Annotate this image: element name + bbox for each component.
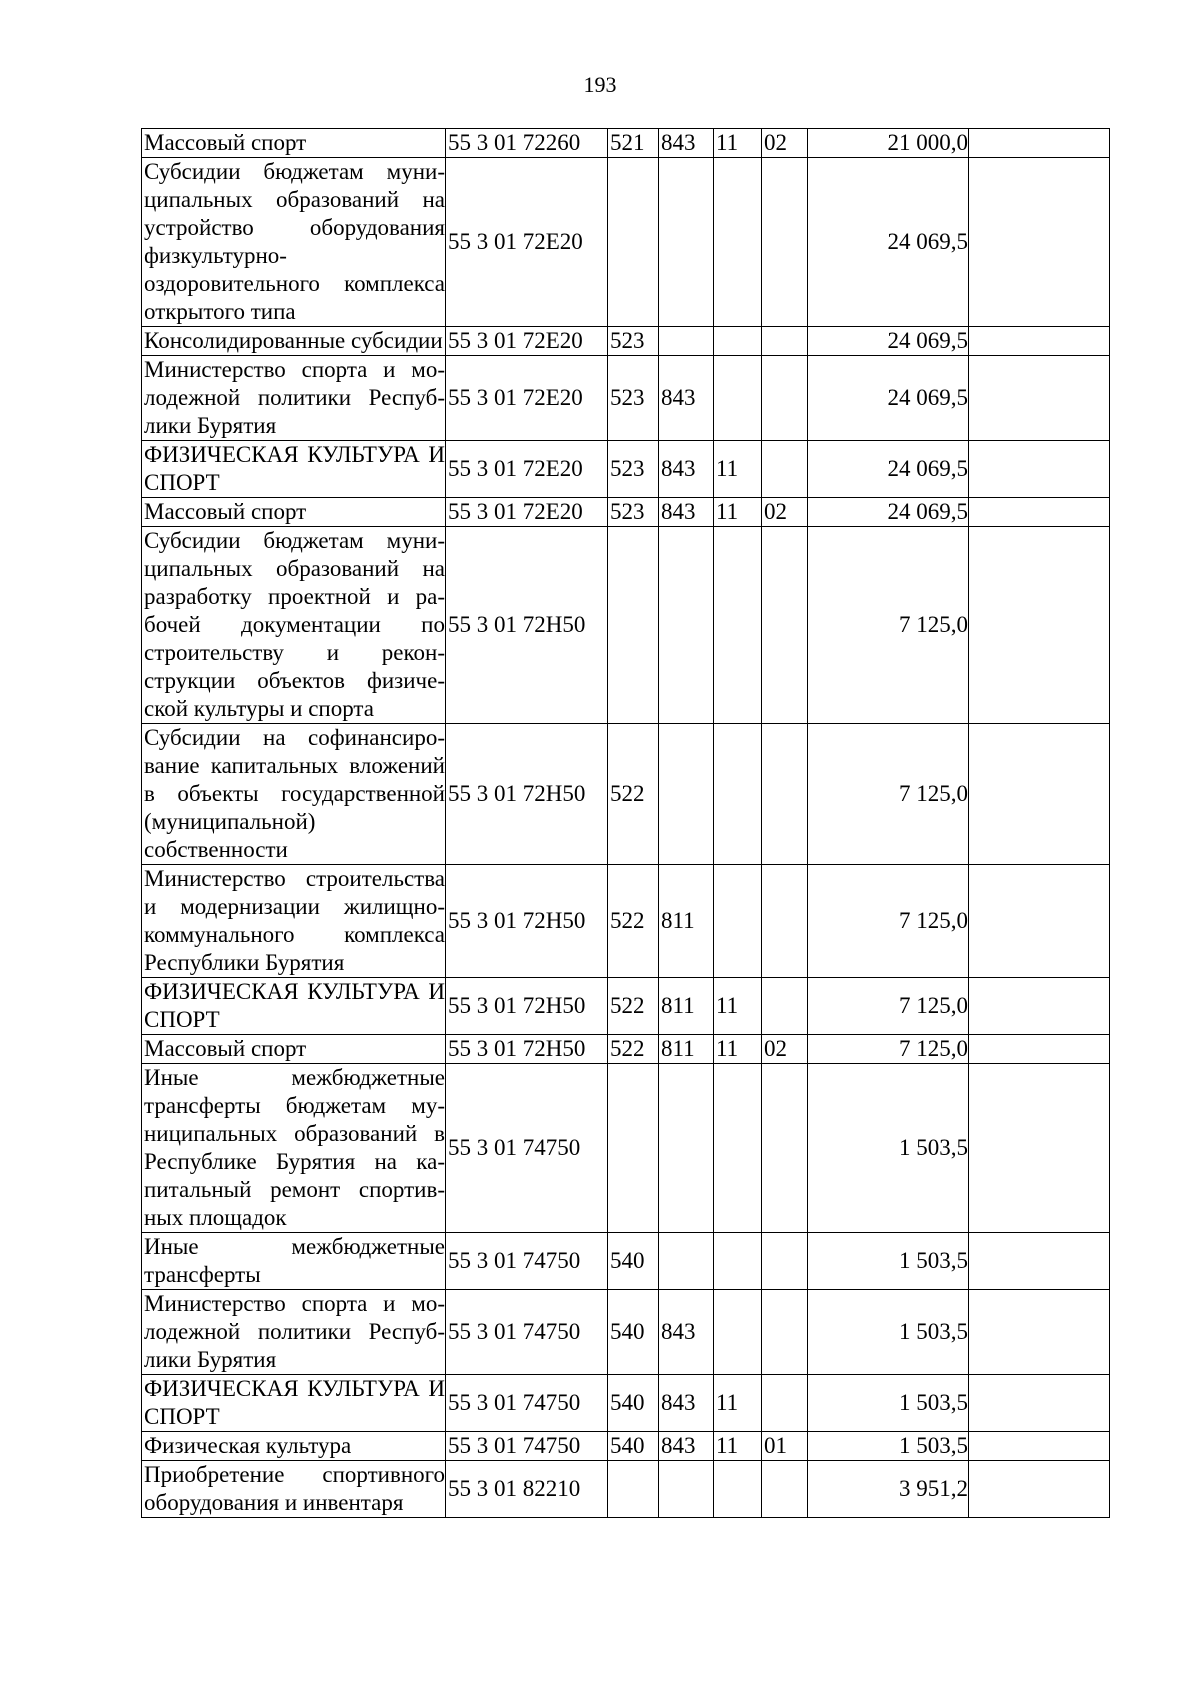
row-amount-cell: 7 125,0 [808, 1035, 969, 1064]
row-name-cell: Консолидированные субсидии [142, 327, 446, 356]
row-expense-type-cell: 522 [608, 724, 659, 865]
row-subsection-cell [762, 441, 808, 498]
row-empty-cell [969, 1035, 1110, 1064]
row-subsection-cell [762, 865, 808, 978]
row-section-cell [714, 1461, 762, 1518]
row-code-cell: 55 3 01 72260 [446, 129, 608, 158]
row-code-cell: 55 3 01 74750 [446, 1375, 608, 1432]
row-ministry-code-cell: 843 [659, 1432, 714, 1461]
row-code-cell: 55 3 01 82210 [446, 1461, 608, 1518]
row-ministry-code-cell [659, 1461, 714, 1518]
row-ministry-code-cell [659, 158, 714, 327]
row-section-cell: 11 [714, 129, 762, 158]
row-amount-cell: 24 069,5 [808, 158, 969, 327]
row-subsection-cell [762, 327, 808, 356]
table-row [142, 441, 1110, 498]
row-empty-cell [969, 1461, 1110, 1518]
row-empty-cell [969, 1064, 1110, 1233]
row-section-cell: 11 [714, 441, 762, 498]
row-code-cell: 55 3 01 72Е20 [446, 327, 608, 356]
row-empty-cell [969, 724, 1110, 865]
row-empty-cell [969, 1375, 1110, 1432]
row-section-cell [714, 724, 762, 865]
row-expense-type-cell [608, 527, 659, 724]
row-empty-cell [969, 978, 1110, 1035]
row-empty-cell [969, 441, 1110, 498]
row-ministry-code-cell [659, 1233, 714, 1290]
row-code-cell: 55 3 01 74750 [446, 1064, 608, 1233]
row-code-cell: 55 3 01 72Н50 [446, 1035, 608, 1064]
row-subsection-cell: 01 [762, 1432, 808, 1461]
row-expense-type-cell [608, 1064, 659, 1233]
row-name-cell: Субсидии бюджетам муниципальных образований на устройство оборудования физкультурно-оздоровительного комплекса открытого типа [142, 158, 446, 327]
row-amount-cell: 7 125,0 [808, 865, 969, 978]
row-name-cell: Массовый спорт [142, 498, 446, 527]
row-empty-cell [969, 158, 1110, 327]
row-section-cell [714, 327, 762, 356]
row-subsection-cell [762, 724, 808, 865]
budget-table [141, 128, 1110, 1518]
row-name-cell: Приобретение спортивного оборудования и инвентаря [142, 1461, 446, 1518]
row-section-cell: 11 [714, 498, 762, 527]
row-ministry-code-cell [659, 1064, 714, 1233]
row-section-cell [714, 1290, 762, 1375]
row-subsection-cell [762, 1461, 808, 1518]
row-expense-type-cell: 522 [608, 865, 659, 978]
row-subsection-cell: 02 [762, 498, 808, 527]
row-code-cell: 55 3 01 74750 [446, 1290, 608, 1375]
row-expense-type-cell: 521 [608, 129, 659, 158]
budget-table-body [142, 129, 1110, 1518]
row-expense-type-cell: 522 [608, 1035, 659, 1064]
row-name-cell: Иные межбюджетные трансферты бюджетам муниципальных образований в Республике Бурятия на капитальный ремонт спортивных площадок [142, 1064, 446, 1233]
row-ministry-code-cell: 811 [659, 865, 714, 978]
row-section-cell [714, 158, 762, 327]
row-expense-type-cell: 540 [608, 1375, 659, 1432]
row-ministry-code-cell: 843 [659, 129, 714, 158]
row-amount-cell: 7 125,0 [808, 978, 969, 1035]
row-expense-type-cell: 522 [608, 978, 659, 1035]
row-expense-type-cell: 540 [608, 1432, 659, 1461]
table-row [142, 1290, 1110, 1375]
row-empty-cell [969, 327, 1110, 356]
row-subsection-cell [762, 1375, 808, 1432]
row-name-cell: Субсидии на софинансирование капитальных вложений в объекты государственной (муниципальной) собственности [142, 724, 446, 865]
row-subsection-cell [762, 1233, 808, 1290]
row-ministry-code-cell [659, 327, 714, 356]
row-ministry-code-cell: 843 [659, 356, 714, 441]
row-name-cell: Министерство спорта и молодежной политики Республики Бурятия [142, 356, 446, 441]
row-ministry-code-cell: 811 [659, 1035, 714, 1064]
row-section-cell: 11 [714, 1035, 762, 1064]
row-ministry-code-cell [659, 527, 714, 724]
row-section-cell [714, 865, 762, 978]
row-ministry-code-cell: 811 [659, 978, 714, 1035]
row-subsection-cell: 02 [762, 1035, 808, 1064]
row-name-cell: Физическая культура [142, 1432, 446, 1461]
row-code-cell: 55 3 01 72Е20 [446, 441, 608, 498]
row-amount-cell: 1 503,5 [808, 1064, 969, 1233]
row-name-cell: Министерство спорта и молодежной политики Республики Бурятия [142, 1290, 446, 1375]
row-expense-type-cell [608, 1461, 659, 1518]
row-section-cell [714, 527, 762, 724]
row-ministry-code-cell: 843 [659, 1375, 714, 1432]
row-code-cell: 55 3 01 74750 [446, 1233, 608, 1290]
table-row [142, 865, 1110, 978]
row-section-cell [714, 1064, 762, 1233]
row-code-cell: 55 3 01 72Е20 [446, 498, 608, 527]
row-amount-cell: 1 503,5 [808, 1432, 969, 1461]
table-row [142, 327, 1110, 356]
row-amount-cell: 24 069,5 [808, 327, 969, 356]
row-subsection-cell [762, 527, 808, 724]
row-code-cell: 55 3 01 72Н50 [446, 527, 608, 724]
table-row [142, 158, 1110, 327]
table-row [142, 1461, 1110, 1518]
row-subsection-cell [762, 356, 808, 441]
row-expense-type-cell: 523 [608, 498, 659, 527]
row-code-cell: 55 3 01 72Н50 [446, 978, 608, 1035]
row-subsection-cell [762, 158, 808, 327]
row-empty-cell [969, 356, 1110, 441]
row-empty-cell [969, 1290, 1110, 1375]
table-row [142, 1035, 1110, 1064]
row-code-cell: 55 3 01 72Е20 [446, 158, 608, 327]
row-amount-cell: 1 503,5 [808, 1375, 969, 1432]
row-name-cell: Иные межбюджетные трансферты [142, 1233, 446, 1290]
row-name-cell: Массовый спорт [142, 129, 446, 158]
row-subsection-cell [762, 978, 808, 1035]
row-amount-cell: 21 000,0 [808, 129, 969, 158]
table-row [142, 978, 1110, 1035]
table-row [142, 129, 1110, 158]
table-row [142, 1375, 1110, 1432]
row-amount-cell: 3 951,2 [808, 1461, 969, 1518]
row-code-cell: 55 3 01 72Н50 [446, 724, 608, 865]
row-expense-type-cell: 540 [608, 1233, 659, 1290]
row-empty-cell [969, 129, 1110, 158]
row-expense-type-cell: 523 [608, 356, 659, 441]
row-section-cell: 11 [714, 1375, 762, 1432]
row-name-cell: ФИЗИЧЕСКАЯ КУЛЬТУРА И СПОРТ [142, 1375, 446, 1432]
row-code-cell: 55 3 01 74750 [446, 1432, 608, 1461]
table-row [142, 527, 1110, 724]
row-name-cell: Министерство строительства и модернизации жилищно-коммунального комплекса Республики Бурятия [142, 865, 446, 978]
row-name-cell: Субсидии бюджетам муниципальных образований на разработку проектной и рабочей документации по строительству и реконструкции объектов физической культуры и спорта [142, 527, 446, 724]
row-name-cell: Массовый спорт [142, 1035, 446, 1064]
row-section-cell [714, 356, 762, 441]
row-subsection-cell [762, 1290, 808, 1375]
row-code-cell: 55 3 01 72Е20 [446, 356, 608, 441]
row-ministry-code-cell: 843 [659, 441, 714, 498]
row-section-cell: 11 [714, 1432, 762, 1461]
row-amount-cell: 7 125,0 [808, 527, 969, 724]
row-expense-type-cell: 523 [608, 441, 659, 498]
row-amount-cell: 7 125,0 [808, 724, 969, 865]
row-expense-type-cell: 523 [608, 327, 659, 356]
row-expense-type-cell [608, 158, 659, 327]
row-empty-cell [969, 865, 1110, 978]
row-subsection-cell [762, 1064, 808, 1233]
row-amount-cell: 24 069,5 [808, 356, 969, 441]
row-empty-cell [969, 1432, 1110, 1461]
row-section-cell [714, 1233, 762, 1290]
row-ministry-code-cell: 843 [659, 498, 714, 527]
row-ministry-code-cell: 843 [659, 1290, 714, 1375]
row-empty-cell [969, 498, 1110, 527]
row-empty-cell [969, 1233, 1110, 1290]
row-amount-cell: 24 069,5 [808, 498, 969, 527]
row-amount-cell: 24 069,5 [808, 441, 969, 498]
row-amount-cell: 1 503,5 [808, 1290, 969, 1375]
page-number: 193 [583, 72, 617, 97]
table-row [142, 498, 1110, 527]
row-section-cell: 11 [714, 978, 762, 1035]
row-code-cell: 55 3 01 72Н50 [446, 865, 608, 978]
row-expense-type-cell: 540 [608, 1290, 659, 1375]
row-name-cell: ФИЗИЧЕСКАЯ КУЛЬТУРА И СПОРТ [142, 441, 446, 498]
row-empty-cell [969, 527, 1110, 724]
table-row [142, 1432, 1110, 1461]
row-amount-cell: 1 503,5 [808, 1233, 969, 1290]
row-name-cell: ФИЗИЧЕСКАЯ КУЛЬТУРА И СПОРТ [142, 978, 446, 1035]
row-subsection-cell: 02 [762, 129, 808, 158]
table-row [142, 356, 1110, 441]
table-row [142, 1233, 1110, 1290]
table-row [142, 1064, 1110, 1233]
row-ministry-code-cell [659, 724, 714, 865]
table-row [142, 724, 1110, 865]
